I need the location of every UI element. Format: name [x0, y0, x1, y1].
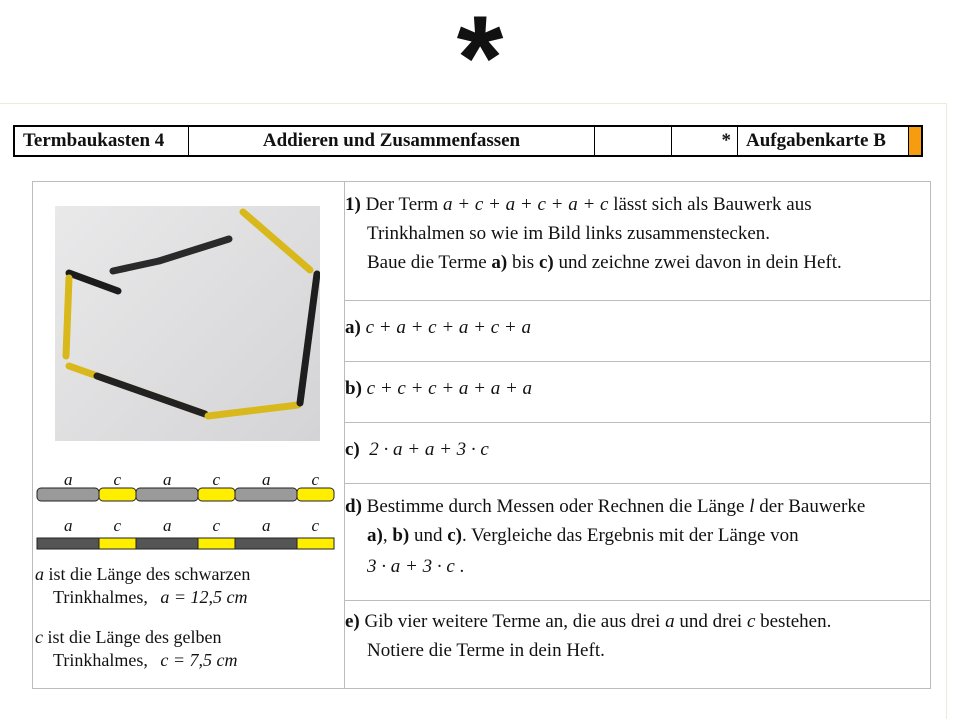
legend-c-text2: Trinkhalmes,: [53, 650, 148, 670]
straw-photo: [55, 206, 320, 441]
straw-label-a: a: [262, 470, 271, 489]
straw-label-a: a: [64, 470, 73, 489]
task-d-sep: ,: [382, 525, 393, 546]
straw-label-a: a: [64, 516, 73, 535]
legend-c-text: ist die Länge des gelben: [43, 627, 222, 647]
task-d-label: d): [345, 496, 362, 517]
difficulty-star: *: [456, 0, 504, 125]
task-a-term: c + a + c + a + c + a: [365, 317, 531, 338]
straw-label-c: c: [311, 516, 320, 535]
task-1-line2: Trinkhalmen so wie im Bild links zusammenstecken.: [367, 223, 771, 244]
series-title: Termbaukasten 4: [15, 127, 189, 155]
header-empty-cell: [595, 127, 672, 155]
task-c-label: c): [345, 439, 360, 460]
task-1-text: Der Term: [360, 194, 444, 215]
legend-a-value: a = 12,5 cm: [160, 587, 248, 607]
task-e: [345, 601, 930, 688]
straw-yellow: [66, 278, 69, 356]
task-1-line3: [345, 248, 930, 277]
straw-diagram: [33, 467, 344, 557]
legend-a-text2: Trinkhalmes,: [53, 587, 148, 607]
straw-yellow: [208, 405, 298, 416]
legend-a-text: ist die Länge des schwarzen: [44, 564, 251, 584]
card-header: [13, 125, 923, 157]
legend-yellow: [35, 626, 237, 672]
task-b: [345, 362, 930, 423]
task-e-text-end: bestehen.: [755, 611, 832, 632]
straw-label-a: a: [163, 470, 172, 489]
task-1-label: 1): [345, 194, 361, 215]
task-d-ref-c: c): [447, 525, 462, 546]
straw-segment-yellow: [99, 538, 136, 549]
task-d: [345, 484, 930, 601]
straw-black: [97, 376, 205, 414]
task-b-label: b): [345, 378, 362, 399]
task-d-line3: [345, 550, 930, 581]
task-d-var: l: [749, 496, 755, 517]
straw-label-c: c: [113, 516, 122, 535]
straw-label-c: c: [212, 470, 221, 489]
task-1-text-end: lässt sich als Bauwerk aus: [608, 194, 812, 215]
task-d-line2: [345, 521, 930, 550]
task-c: [345, 423, 930, 484]
straw-label-c: c: [311, 470, 320, 489]
task-1-ref-a: a): [491, 252, 508, 273]
task-panel: [345, 182, 930, 688]
straw-segment-black: [37, 538, 99, 549]
straw-black: [69, 273, 118, 291]
straw-segment-yellow: [297, 538, 334, 549]
card-color-swatch: [909, 127, 921, 155]
straw-segment-yellow: [198, 538, 235, 549]
topic-title: Addieren und Zusammenfassen: [189, 127, 595, 155]
task-d-line2-post: . Vergleiche das Ergebnis mit der Länge von: [462, 525, 799, 546]
legend-c-value: c = 7,5 cm: [160, 650, 238, 670]
task-1-line3-mid: bis: [507, 252, 539, 273]
task-b-term: c + c + c + a + a + a: [366, 378, 533, 399]
task-a-label: a): [345, 317, 361, 338]
task-e-var-a: a: [665, 611, 675, 632]
straw-label-c: c: [212, 516, 221, 535]
task-e-label: e): [345, 611, 360, 632]
task-1-term: a + c + a + c + a + c: [443, 194, 609, 215]
task-d-ref-a: a): [367, 525, 383, 546]
task-a: [345, 301, 930, 362]
straw-segment-black: [136, 538, 198, 549]
task-e-var-c: c: [746, 611, 756, 632]
straw-label-a: a: [262, 516, 271, 535]
task-d-text: Bestimme durch Messen oder Rechnen die Länge: [361, 496, 750, 517]
card-label: Aufgabenkarte B: [738, 127, 909, 155]
task-d-text-end: der Bauwerke: [754, 496, 866, 517]
legend-c-var: c: [35, 627, 43, 647]
straw-black: [300, 274, 317, 403]
legend-black: [35, 563, 250, 609]
task-e-text-mid: und drei: [674, 611, 747, 632]
task-c-term: 2 · a + a + 3 · c: [369, 439, 489, 460]
straw-yellow: [243, 212, 310, 270]
straw-segment-black: [235, 538, 297, 549]
straw-hexagon-image: [55, 206, 320, 441]
straw-black: [159, 239, 229, 261]
task-d-ref-b: b): [392, 525, 410, 546]
task-1-ref-c: c): [538, 252, 554, 273]
task-d-term: 3 · a + 3 · c: [367, 556, 455, 577]
straw-black: [113, 261, 159, 271]
task-e-line2: Notiere die Terme in dein Heft.: [367, 640, 605, 661]
illustration-panel: [33, 182, 345, 688]
straw-label-a: a: [163, 516, 172, 535]
task-d-mid: und: [409, 525, 448, 546]
task-1-line3-post: und zeichne zwei davon in dein Heft.: [553, 252, 842, 273]
task-1-line3-pre: Baue die Terme: [367, 252, 492, 273]
task-d-term-end: .: [459, 556, 465, 577]
task-1: [345, 182, 930, 301]
level-marker: *: [672, 127, 738, 155]
task-e-text: Gib vier weitere Terme an, die aus drei: [359, 611, 666, 632]
task-card: [32, 181, 931, 689]
legend-a-var: a: [35, 564, 44, 584]
straw-label-c: c: [113, 470, 122, 489]
